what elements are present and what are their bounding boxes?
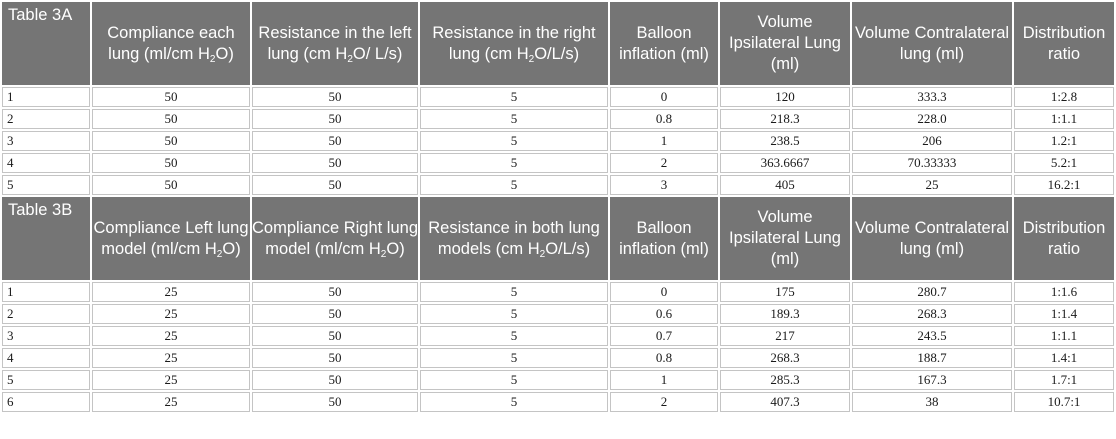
- table-cell: 1:1.6: [1014, 282, 1114, 302]
- table-cell: 25: [92, 392, 250, 412]
- table-cell: 175: [720, 282, 850, 302]
- table-cell: 0.7: [610, 326, 718, 346]
- table-row: [2, 348, 1114, 368]
- table-cell: 120: [720, 87, 850, 107]
- header-cell: Table 3B: [2, 197, 90, 280]
- header-cell: Resistance in the left lung (cm $H_2O/$ L/s): [252, 2, 418, 85]
- table-cell: 50: [252, 304, 418, 324]
- table-cell: 50: [252, 282, 418, 302]
- table-cell: 50: [92, 109, 250, 129]
- table-row: [2, 326, 1114, 346]
- table-cell: 5: [420, 370, 608, 390]
- table-cell: 25: [92, 282, 250, 302]
- table-cell: 3: [610, 175, 718, 195]
- header-cell: Distribution ratio: [1014, 2, 1114, 85]
- table-row: [2, 109, 1114, 129]
- table-cell: 6: [2, 392, 90, 412]
- table-cell: 268.3: [720, 348, 850, 368]
- table-cell: 5.2:1: [1014, 153, 1114, 173]
- header-row-3b: [2, 197, 1114, 280]
- table-cell: 50: [252, 153, 418, 173]
- header-cell: Distribution ratio: [1014, 197, 1114, 280]
- header-cell: Resistance in the right lung (cm $H_2O/L/s$): [420, 2, 608, 85]
- table-cell: 167.3: [852, 370, 1012, 390]
- table-cell: 405: [720, 175, 850, 195]
- table-cell: 50: [92, 153, 250, 173]
- table-cell: 3: [2, 131, 90, 151]
- table-row: [2, 370, 1114, 390]
- table-cell: 50: [92, 87, 250, 107]
- table-cell: 268.3: [852, 304, 1012, 324]
- table-row: [2, 392, 1114, 412]
- table-cell: 5: [420, 175, 608, 195]
- table-cell: 50: [252, 348, 418, 368]
- table-cell: 50: [252, 109, 418, 129]
- table-cell: 25: [92, 370, 250, 390]
- table-3a: [2, 2, 1114, 195]
- table-3b: [2, 197, 1114, 412]
- table-cell: 0.8: [610, 109, 718, 129]
- table-row: [2, 175, 1114, 195]
- table-cell: 38: [852, 392, 1012, 412]
- table-cell: 2: [2, 304, 90, 324]
- table-cell: 217: [720, 326, 850, 346]
- header-cell: Volume Ipsilateral Lung (ml): [720, 2, 850, 85]
- table-cell: 0.8: [610, 348, 718, 368]
- header-cell: Balloon inflation (ml): [610, 2, 718, 85]
- table-cell: 5: [420, 109, 608, 129]
- header-cell: Volume Contralateral lung (ml): [852, 2, 1012, 85]
- table-row: [2, 87, 1114, 107]
- table-cell: 5: [420, 153, 608, 173]
- table-cell: 1: [610, 370, 718, 390]
- table-row: [2, 131, 1114, 151]
- table-cell: 50: [252, 87, 418, 107]
- table-row: [2, 282, 1114, 302]
- table-cell: 1: [2, 282, 90, 302]
- table-cell: 407.3: [720, 392, 850, 412]
- table-cell: 1:2.8: [1014, 87, 1114, 107]
- header-cell: Table 3A: [2, 2, 90, 85]
- table-cell: 16.2:1: [1014, 175, 1114, 195]
- table-cell: 0: [610, 282, 718, 302]
- table-cell: 70.33333: [852, 153, 1012, 173]
- table-cell: 50: [252, 131, 418, 151]
- table-cell: 25: [92, 348, 250, 368]
- table-cell: 2: [2, 109, 90, 129]
- header-cell: Compliance each lung (ml/cm $H_2O$): [92, 2, 250, 85]
- table-cell: 50: [92, 131, 250, 151]
- table-cell: 4: [2, 153, 90, 173]
- table-cell: 2: [610, 392, 718, 412]
- table-cell: 333.3: [852, 87, 1012, 107]
- header-cell: Compliance Left lung model (ml/cm $H_2O$): [92, 197, 250, 280]
- header-cell: Resistance in both lung models (cm $H_2O/L/s$): [420, 197, 608, 280]
- table-cell: 5: [420, 304, 608, 324]
- table-cell: 238.5: [720, 131, 850, 151]
- table-cell: 218.3: [720, 109, 850, 129]
- header-cell: Compliance Right lung model (ml/cm $H_2O$): [252, 197, 418, 280]
- table-cell: 25: [92, 326, 250, 346]
- table-cell: 0.6: [610, 304, 718, 324]
- table-cell: 5: [2, 370, 90, 390]
- table-cell: 363.6667: [720, 153, 850, 173]
- table-cell: 280.7: [852, 282, 1012, 302]
- table-cell: 4: [2, 348, 90, 368]
- table-cell: 0: [610, 87, 718, 107]
- table-row: [2, 304, 1114, 324]
- table-cell: 50: [252, 392, 418, 412]
- table-cell: 1:1.4: [1014, 304, 1114, 324]
- table-cell: 5: [420, 87, 608, 107]
- table-cell: 1: [2, 87, 90, 107]
- table-cell: 5: [420, 326, 608, 346]
- table-cell: 1.7:1: [1014, 370, 1114, 390]
- table-cell: 206: [852, 131, 1012, 151]
- table-row: [2, 153, 1114, 173]
- table-cell: 25: [92, 304, 250, 324]
- table-cell: 5: [420, 348, 608, 368]
- table-cell: 50: [92, 175, 250, 195]
- table-cell: 3: [2, 326, 90, 346]
- table-cell: 189.3: [720, 304, 850, 324]
- table-cell: 5: [420, 131, 608, 151]
- header-row-3a: [2, 2, 1114, 85]
- header-cell: Balloon inflation (ml): [610, 197, 718, 280]
- table-cell: 5: [420, 392, 608, 412]
- table-cell: 285.3: [720, 370, 850, 390]
- table-cell: 25: [852, 175, 1012, 195]
- table-cell: 5: [2, 175, 90, 195]
- table-cell: 50: [252, 370, 418, 390]
- table-cell: 2: [610, 153, 718, 173]
- header-cell: Volume Contralateral lung (ml): [852, 197, 1012, 280]
- table-cell: 5: [420, 282, 608, 302]
- table-cell: 1.4:1: [1014, 348, 1114, 368]
- table-cell: 188.7: [852, 348, 1012, 368]
- table-cell: 1: [610, 131, 718, 151]
- table-cell: 1:1.1: [1014, 326, 1114, 346]
- table-cell: 1.2:1: [1014, 131, 1114, 151]
- table-cell: 50: [252, 175, 418, 195]
- table-cell: 228.0: [852, 109, 1012, 129]
- table-cell: 10.7:1: [1014, 392, 1114, 412]
- table-cell: 243.5: [852, 326, 1012, 346]
- table-cell: 1:1.1: [1014, 109, 1114, 129]
- table-cell: 50: [252, 326, 418, 346]
- header-cell: Volume Ipsilateral Lung (ml): [720, 197, 850, 280]
